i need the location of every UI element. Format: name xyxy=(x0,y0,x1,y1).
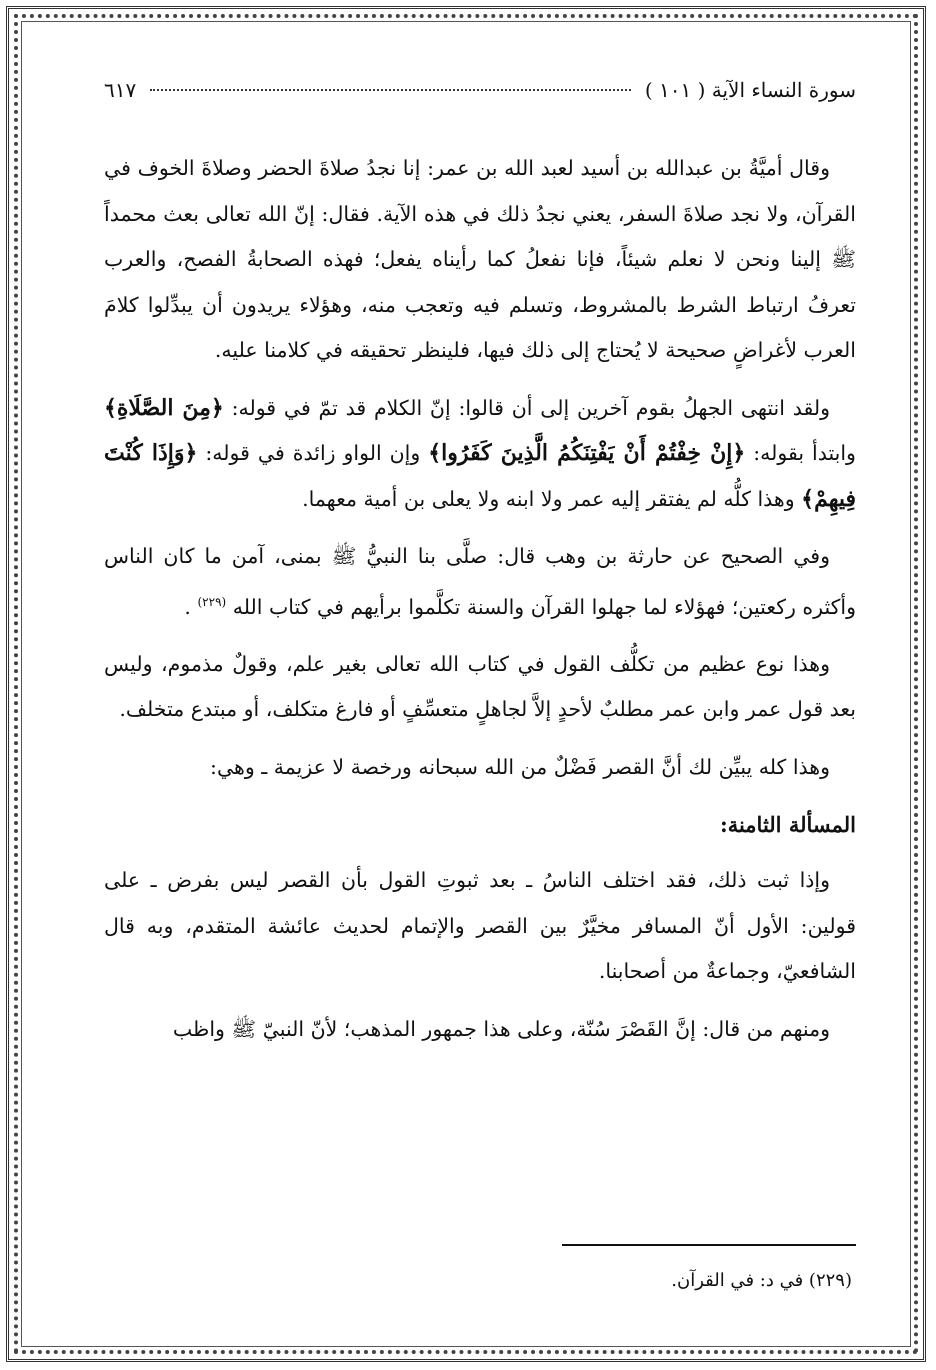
page-number: ٦١٧ xyxy=(104,78,137,102)
paragraph-2 xyxy=(104,386,856,523)
paragraph-2-part-4: وهذا كلُّه لم يفتقر إليه عمر ولا ابنه ولا يعلى بن أمية معهما. xyxy=(302,486,795,511)
paragraph-2-part-2: وابتدأ بقوله: xyxy=(753,441,856,465)
paragraph-3-text: وفي الصحيح عن حارثة بن وهب قال: صلَّى بنا النبيُّ ﷺ بمنى، آمن ما كان الناس وأكثره ركعتين؛ فهؤلاء لما جهلوا القرآن والسنة تكلَّموا برأيهم في كتاب الله xyxy=(104,544,856,619)
header-title: سورة النساء الآية ( ١٠١ ) xyxy=(644,78,856,102)
footnote-number: (٢٢٩) xyxy=(808,1270,852,1291)
footnote-divider xyxy=(562,1244,856,1246)
quran-quote-1: ﴿مِنَ الصَّلَاةِ﴾ xyxy=(104,394,224,421)
footnote xyxy=(671,1270,852,1291)
page-body xyxy=(104,78,856,1064)
running-header xyxy=(104,78,856,102)
paragraph-7: ومنهم من قال: إنَّ القَصْرَ سُنّة، وعلى هذا جمهور المذهب؛ لأنّ النبيّ ﷺ واظب xyxy=(172,1016,830,1041)
paragraph-4: وهذا نوع عظيم من تكلُّف القول في كتاب الله تعالى بغير علم، وقولٌ مذموم، وليس بعد قول عمر وابن عمر مطلبٌ لأحدٍ إلاَّ لجاهلٍ متعسِّفٍ أو فارغ متكلف، أو مبتدع متخلف. xyxy=(104,651,856,722)
header-leader-dots xyxy=(150,89,631,91)
quran-quote-3: ﴿وَإِذَا كُنْتَ فِيهِمْ﴾ xyxy=(104,440,856,512)
paragraph-3-end: . xyxy=(184,594,191,619)
paragraph-2-part-3: وإن الواو زائدة في قوله: xyxy=(205,441,421,465)
paragraph-1: وقال أميَّةُ بن عبدالله بن أسيد لعبد الله بن عمر: إنا نجدُ صلاةَ الحضر وصلاةَ الخوف في القرآن، ولا نجد صلاةَ السفر، يعني نجدُ ذلك في هذه الآية. فقال: إنّ الله تعالى بعث محمداً ﷺ إلينا ونحن لا نعلم شيئاً، فإنا نفعلُ كما رأيناه يفعل؛ فهذه الصحابةُ الفصح، والعرب تعرفُ ارتباط الشرط بالمشروط، وتسلم فيه وتعجب منه، وهؤلاء يريدون أن يبدِّلوا كلامَ العرب لأغراضٍ صحيحة لا يُحتاج إلى ذلك فيها، فلينظر تحقيقه في كلامنا عليه. xyxy=(104,156,856,362)
footnote-text: في د: في القرآن. xyxy=(671,1270,804,1291)
footnote-reference: (٢٢٩) xyxy=(197,594,227,609)
paragraph-6: وإذا ثبت ذلك، فقد اختلف الناسُ ـ بعد ثبوتِ القول بأن القصر ليس بفرض ـ على قولين: الأول أنّ المسافر مخيَّرٌ بين القصر والإتمام لحديث عائشة المتقدم، وبه قال الشافعيّ، وجماعةٌ من أصحابنا. xyxy=(104,868,856,984)
paragraph-5: وهذا كله يبيِّن لك أنَّ القصر فَضْلٌ من الله سبحانه ورخصة لا عزيمة ـ وهي: xyxy=(210,754,830,779)
paragraph-2-part-1: ولقد انتهى الجهلُ بقوم آخرين إلى أن قالوا: إنّ الكلام قد تمّ في قوله: xyxy=(231,395,830,420)
quran-quote-2: ﴿إِنْ خِفْتُمْ أَنْ يَفْتِنَكُمُ الَّذِينَ كَفَرُوا﴾ xyxy=(428,440,746,466)
paragraph-3 xyxy=(104,534,856,630)
section-heading: المسألة الثامنة: xyxy=(719,812,856,838)
